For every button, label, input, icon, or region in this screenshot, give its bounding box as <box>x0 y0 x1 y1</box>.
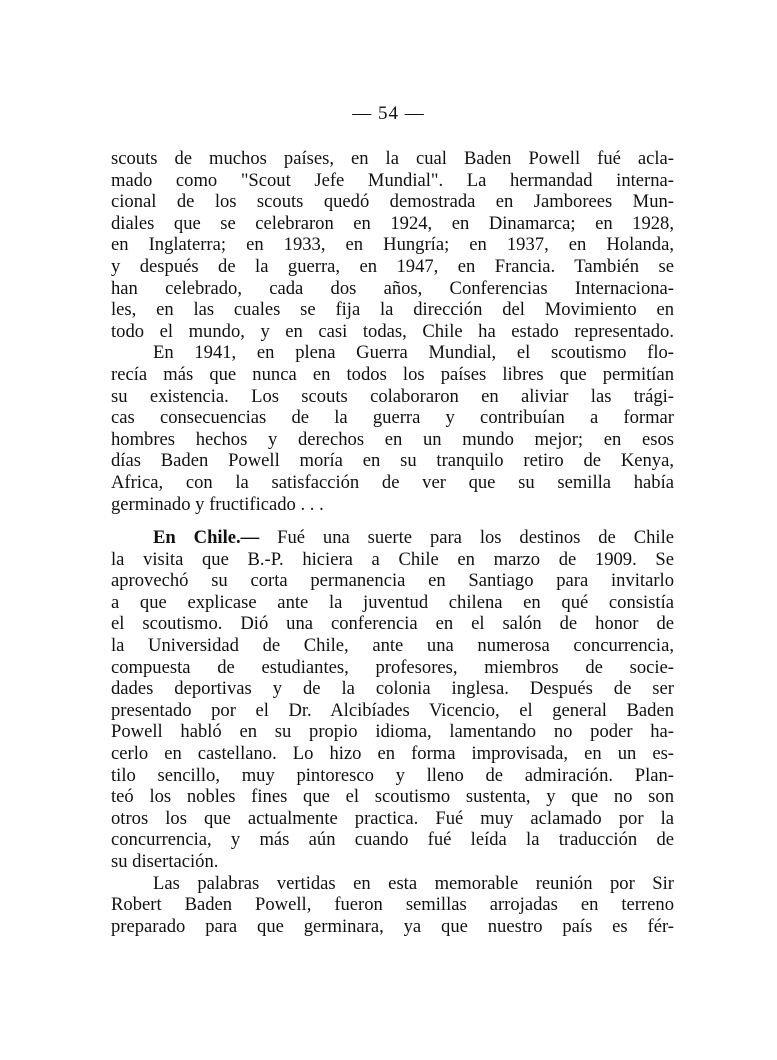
text-line: les, en las cuales se fija la dirección del Movimiento en <box>111 299 674 321</box>
text-line: cerlo en castellano. Lo hizo en forma improvisada, en un es- <box>111 743 674 765</box>
text-line: compuesta de estudiantes, profesores, miembros de socie- <box>111 656 674 678</box>
text-line: su existencia. Los scouts colaboraron en aliviar las trági- <box>111 385 674 407</box>
paragraph-2 <box>111 342 674 515</box>
text-line: aprovechó su corta permanencia en Santiago para invitarlo <box>111 570 674 592</box>
text-line: Powell habló en su propio idioma, lamentando no poder ha- <box>111 721 674 743</box>
text-line: germinado y fructificado . . . <box>111 493 324 515</box>
text-line: dades deportivas y de la colonia inglesa. Después de ser <box>111 678 674 700</box>
text-line: y después de la guerra, en 1947, en Francia. También se <box>111 255 674 277</box>
text-line: preparado para que germinara, ya que nuestro país es fér- <box>111 915 674 937</box>
text-line: Las palabras vertidas en esta memorable reunión por Sir <box>153 872 674 894</box>
text-line: otros los que actualmente practica. Fué muy aclamado por la <box>111 807 674 829</box>
paragraph-3 <box>111 527 674 873</box>
text-line: concurrencia, y más aún cuando fué leída la traducción de <box>111 829 674 851</box>
text-line: la visita que B.-P. hiciera a Chile en marzo de 1909. Se <box>111 548 674 570</box>
text-line <box>111 527 674 549</box>
text-line: Africa, con la satisfacción de ver que su semilla había <box>111 471 674 493</box>
body-text <box>111 148 674 937</box>
text-line: han celebrado, cada dos años, Conferencias Internaciona- <box>111 277 674 299</box>
text-line: cional de los scouts quedó demostrada en Jamborees Mun- <box>111 191 674 213</box>
text-line: recía más que nunca en todos los países libres que permitían <box>111 363 674 385</box>
paragraph-4 <box>111 873 674 938</box>
text-line: el scoutismo. Dió una conferencia en el salón de honor de <box>111 613 674 635</box>
text-line: cas consecuencias de la guerra y contribuían a formar <box>111 407 674 429</box>
section-heading: En Chile.— <box>153 527 260 549</box>
text-line: Robert Baden Powell, fueron semillas arrojadas en terreno <box>111 894 674 916</box>
text-line: días Baden Powell moría en su tranquilo retiro de Kenya, <box>111 450 674 472</box>
text-line: hombres hechos y derechos en un mundo mejor; en esos <box>111 428 674 450</box>
text-line: En 1941, en plena Guerra Mundial, el scoutismo flo- <box>153 342 674 364</box>
text-line: a que explicase ante la juventud chilena en qué consistía <box>111 591 674 613</box>
text-fragment: Fué una suerte para los destinos de Chile <box>259 527 674 549</box>
paragraph-1 <box>111 148 674 342</box>
text-line: mado como "Scout Jefe Mundial". La hermandad interna- <box>111 169 674 191</box>
text-line: tilo sencillo, muy pintoresco y lleno de admiración. Plan- <box>111 764 674 786</box>
text-line: diales que se celebraron en 1924, en Dinamarca; en 1928, <box>111 212 674 234</box>
text-line: la Universidad de Chile, ante una numerosa concurrencia, <box>111 635 674 657</box>
text-line: todo el mundo, y en casi todas, Chile ha estado representado. <box>111 320 674 342</box>
text-line: scouts de muchos países, en la cual Baden Powell fué acla- <box>111 148 674 169</box>
text-line: presentado por el Dr. Alcibíades Vicencio, el general Baden <box>111 699 674 721</box>
text-line: en Inglaterra; en 1933, en Hungría; en 1937, en Holanda, <box>111 234 674 256</box>
text-line: teó los nobles fines que el scoutismo sustenta, y que no son <box>111 786 674 808</box>
text-line: su disertación. <box>111 851 219 872</box>
page-number: — 54 — <box>352 103 425 124</box>
